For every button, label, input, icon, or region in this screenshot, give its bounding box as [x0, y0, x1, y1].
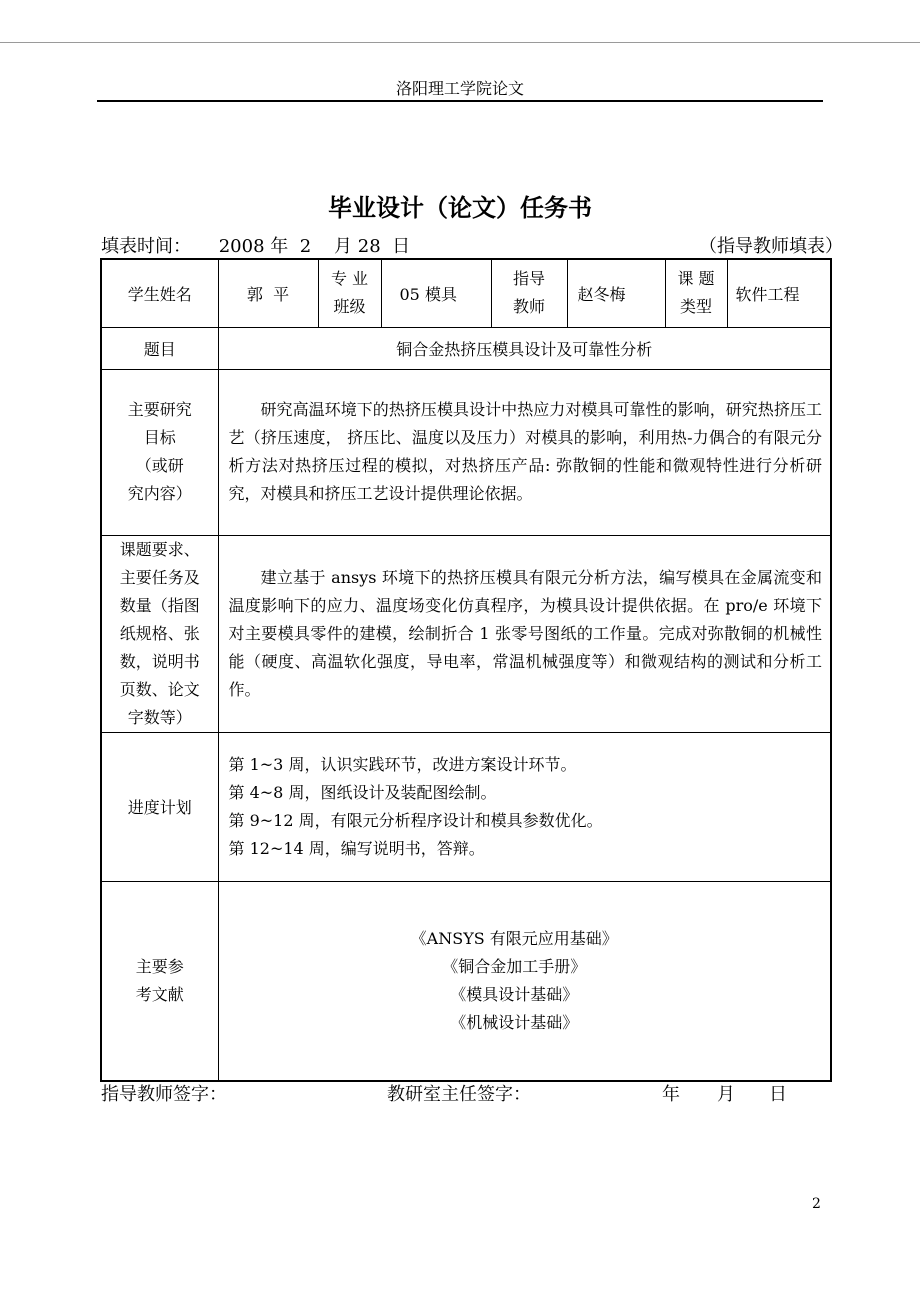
references-label: 主要参 考文献 [101, 881, 218, 1081]
topic-label: 题目 [101, 327, 218, 369]
schedule-item: 第 9~12 周，有限元分析程序设计和模具参数优化。 [228, 810, 603, 830]
reference-item: 《模具设计基础》 [450, 984, 579, 1004]
document-title: 毕业设计（论文）任务书 [328, 194, 592, 222]
goal-label: 主要研究 目标 （或研 究内容） [101, 369, 218, 535]
schedule-label: 进度计划 [101, 732, 218, 881]
schedule-item: 第 1~3 周，认识实践环节，改进方案设计环节。 [228, 754, 577, 774]
advisor-name: 赵冬梅 [567, 259, 665, 327]
header-rule [97, 100, 823, 102]
topic-row [101, 327, 831, 369]
day-label: 日 [769, 1084, 787, 1105]
requirements-text: 建立基于 ansys 环境下的热挤压模具有限元分析方法，编写模具在金属流变和温度影响下的应力、温度场变化仿真程序，为模具设计提供依据。在 pro/e 环境下对主要模具零件的建模，绘制折合 1 张零号图纸的工作量。完成对弥散铜的机械性能（硬度、高温软化强度，导电率，常温机械强度等）和微观结构的测试和分析工作。 [218, 535, 831, 732]
student-name: 郭 平 [218, 259, 318, 327]
topic-type-label: 课 题 类型 [665, 259, 727, 327]
requirements-row [101, 535, 831, 732]
year-label: 年 [662, 1084, 680, 1105]
goal-text: 研究高温环境下的热挤压模具设计中热应力对模具可靠性的影响，研究热挤压工艺（挤压速度， 挤压比、温度以及压力）对模具的影响，利用热-力偶合的有限元分析方法对热挤压过程的模拟，对热挤压产品: 弥散铜的性能和微观特性进行分析研究，对模具和挤压工艺设计提供理论依据。 [218, 369, 831, 535]
goal-row [101, 369, 831, 535]
fill-note: （指导教师填表） [699, 236, 843, 257]
major-class: 05 模具 [381, 259, 491, 327]
fill-date-label: 填表时间： [101, 236, 191, 257]
reference-item: 《ANSYS 有限元应用基础》 [410, 928, 618, 948]
schedule-list [218, 732, 831, 881]
topic-value: 铜合金热挤压模具设计及可靠性分析 [218, 327, 831, 369]
fill-date-line [101, 232, 843, 258]
references-list [218, 881, 831, 1081]
student-name-label: 学生姓名 [101, 259, 218, 327]
topic-type: 软件工程 [727, 259, 831, 327]
reference-item: 《铜合金加工手册》 [442, 956, 587, 976]
schedule-item: 第 4~8 周，图纸设计及装配图绘制。 [228, 782, 497, 802]
top-divider [0, 42, 920, 43]
major-class-label: 专 业 班级 [318, 259, 381, 327]
schedule-row [101, 732, 831, 881]
reference-item: 《机械设计基础》 [450, 1012, 579, 1032]
advisor-signature-label: 指导教师签字： [101, 1084, 227, 1105]
page-number: 2 [812, 1196, 821, 1212]
info-row [101, 259, 831, 327]
requirements-label: 课题要求、 主要任务及 数量（指图 纸规格、张 数，说明书 页数、论文 字数等） [101, 535, 218, 732]
references-row [101, 881, 831, 1081]
running-header: 洛阳理工学院论文 [395, 79, 524, 98]
month-label: 月 [717, 1084, 735, 1105]
schedule-item: 第 12~14 周，编写说明书，答辩。 [228, 838, 485, 858]
director-signature-label: 教研室主任签字： [387, 1084, 531, 1105]
task-table [100, 258, 832, 1082]
advisor-label: 指导 教师 [491, 259, 567, 327]
fill-date-value: 2008 年 2 月 28 日 [218, 236, 411, 257]
